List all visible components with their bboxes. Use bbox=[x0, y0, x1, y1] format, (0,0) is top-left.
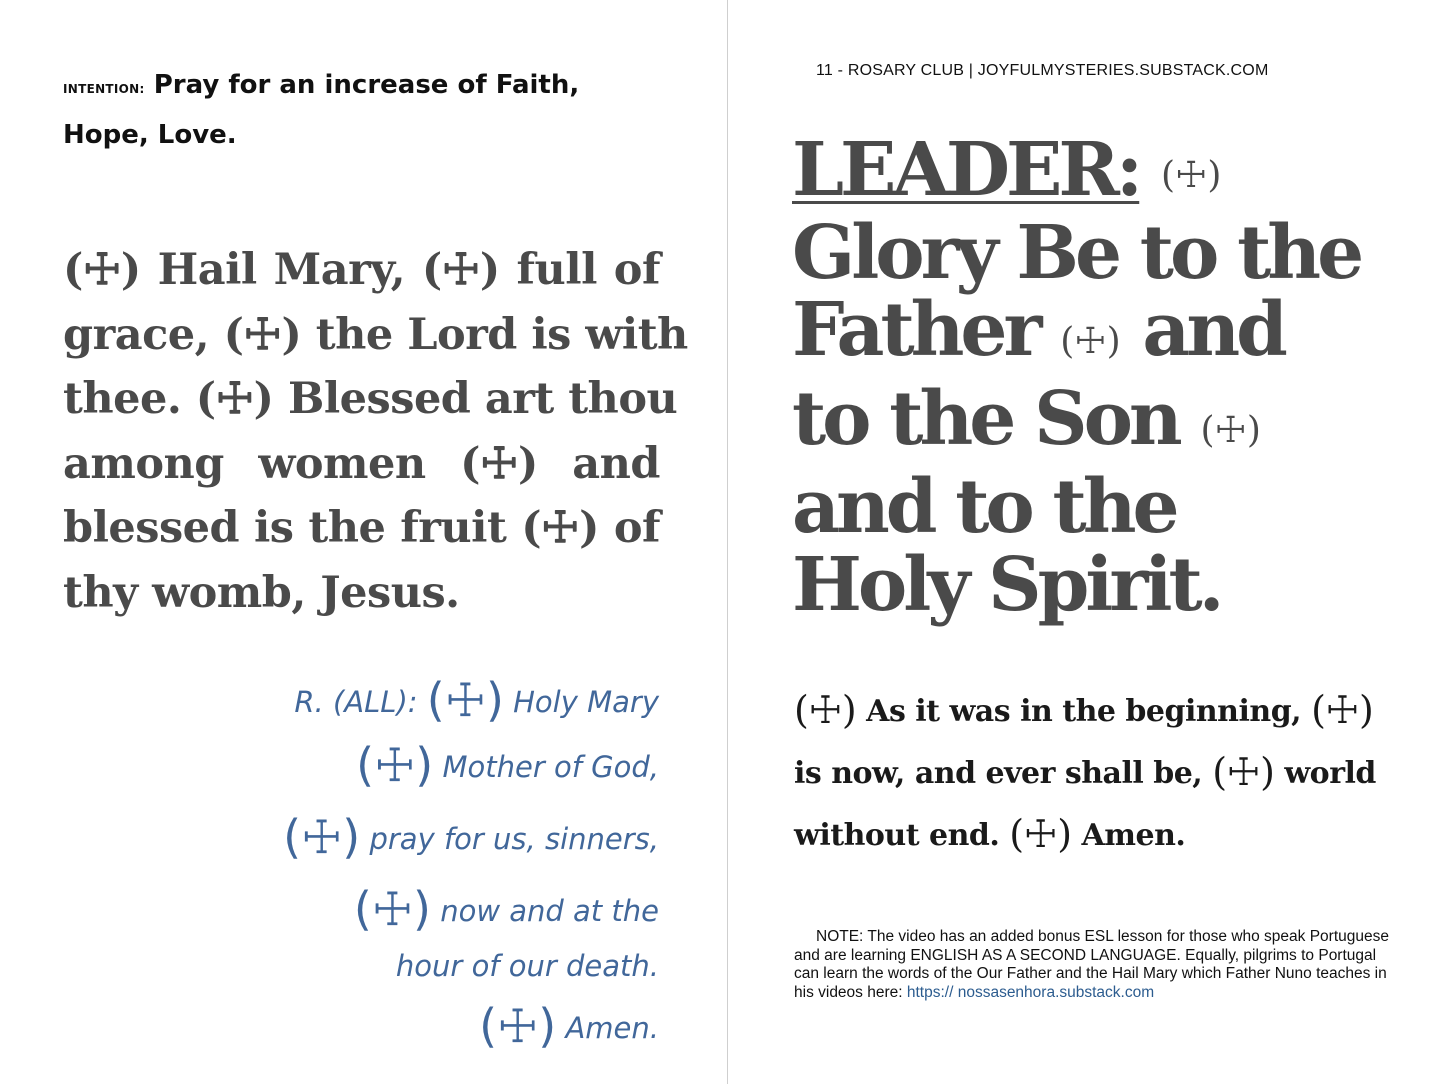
cross-icon: (☩) bbox=[479, 999, 557, 1053]
right-page bbox=[728, 0, 1456, 1084]
cross-icon: (☩) bbox=[1200, 409, 1261, 451]
glory-text: to the Son bbox=[792, 375, 1179, 462]
hail-mary-prayer bbox=[63, 238, 688, 625]
response-line bbox=[239, 802, 659, 874]
glory-line: Glory Be to the bbox=[792, 209, 1361, 296]
response-text: now and at the bbox=[440, 894, 659, 928]
cross-icon: (☩) bbox=[283, 810, 361, 864]
glory-line: and to the bbox=[792, 464, 1176, 550]
as-it-was-text: Amen. bbox=[1081, 818, 1186, 853]
glory-line: Holy Spirit. bbox=[792, 541, 1221, 628]
as-it-was-text: without end. bbox=[794, 818, 1000, 853]
cross-icon: (☩) bbox=[1212, 750, 1275, 794]
response-text: hour of our death. bbox=[395, 949, 659, 983]
response-line bbox=[239, 672, 659, 730]
hail-mary-line: blessed is the fruit (☩) of bbox=[63, 503, 660, 553]
response-text: pray for us, sinners, bbox=[369, 822, 659, 856]
response-text: Mother of God, bbox=[442, 750, 659, 784]
hail-mary-line: thy womb, Jesus. bbox=[63, 567, 460, 618]
response-text: Holy Mary bbox=[513, 685, 659, 719]
note-text: NOTE: The video has an added bonus ESL lesson for those who speak Portuguese and are learning ENGLISH AS A SECOND LANGUAGE. Equally, pilgrims to Portugal can learn the words of the Our Father and the Hail Mary which Father Nuno teaches in his videos here: bbox=[794, 928, 1390, 1001]
cross-icon: (☩) bbox=[1060, 321, 1121, 362]
intention-label: INTENTION: bbox=[63, 82, 145, 96]
hail-mary-line: grace, (☩) the Lord is with bbox=[63, 309, 688, 360]
glory-be-prayer bbox=[792, 127, 1412, 628]
page-header: 11 - ROSARY CLUB | JOYFULMYSTERIES.SUBSTACK.COM bbox=[816, 62, 1269, 79]
glory-line bbox=[792, 375, 1412, 470]
as-it-was-text: is now, and ever shall be, bbox=[794, 756, 1203, 791]
as-it-was-text: world bbox=[1284, 756, 1376, 791]
as-it-was-text: As it was in the beginning, bbox=[866, 694, 1302, 729]
glory-line bbox=[792, 127, 1412, 215]
glory-line bbox=[792, 287, 1412, 381]
hail-mary-line: among women (☩) and bbox=[63, 438, 660, 489]
as-it-was-line bbox=[794, 742, 1414, 804]
cross-icon: (☩) bbox=[426, 673, 504, 727]
hail-mary-line: thee. (☩) Blessed art thou bbox=[63, 374, 678, 424]
intention-text-line1: Pray for an increase of Faith, bbox=[153, 70, 580, 100]
intention-text-line2: Hope, Love. bbox=[63, 120, 237, 150]
cross-icon: (☩) bbox=[1311, 688, 1374, 732]
cross-icon: (☩) bbox=[1009, 812, 1072, 856]
cross-icon: (☩) bbox=[356, 738, 434, 792]
response-line bbox=[239, 986, 659, 1068]
cross-icon: (☩) bbox=[1161, 155, 1222, 196]
as-it-was-line bbox=[794, 680, 1414, 742]
glory-text: and bbox=[1142, 287, 1284, 373]
as-it-was-line bbox=[794, 804, 1414, 866]
response-label: R. (ALL): bbox=[294, 685, 418, 719]
intention bbox=[63, 62, 663, 158]
leader-label: LEADER: bbox=[792, 127, 1140, 213]
note-link[interactable]: https:// nossasenhora.substack.com bbox=[906, 983, 1155, 1001]
cross-icon: (☩) bbox=[353, 882, 431, 936]
response-text: Amen. bbox=[565, 1011, 659, 1045]
cross-icon: (☩) bbox=[794, 688, 857, 732]
response-line bbox=[239, 730, 659, 802]
as-it-was-prayer bbox=[794, 680, 1414, 866]
response-all bbox=[239, 672, 659, 1068]
response-line bbox=[239, 874, 659, 946]
glory-text: Father bbox=[792, 287, 1039, 373]
left-page bbox=[0, 0, 727, 1084]
esl-note bbox=[794, 928, 1394, 1002]
hail-mary-line: (☩) Hail Mary, (☩) full of bbox=[63, 245, 660, 295]
